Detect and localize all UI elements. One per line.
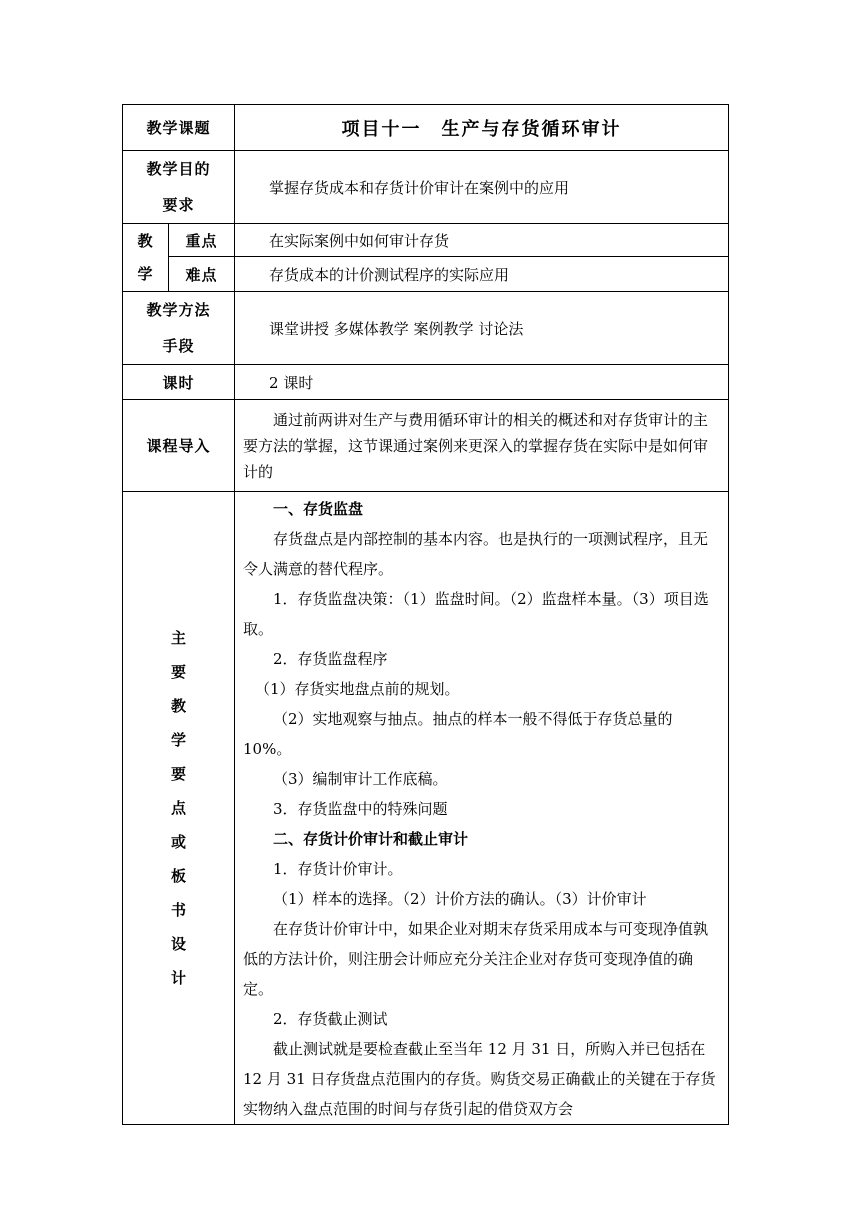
main-content-body [235, 492, 729, 1125]
teach-label-top: 教 [137, 231, 154, 250]
content-paragraph: 3．存货监盘中的特殊问题 [273, 800, 448, 818]
goal-label-line2: 要求 [162, 196, 195, 214]
hours-row [123, 365, 729, 400]
goal-row [123, 151, 729, 224]
course-row [123, 105, 729, 151]
method-row [123, 292, 729, 365]
main-label-char: 或 [171, 833, 187, 851]
content-paragraph: （1）存货实地盘点前的规划。 [255, 680, 460, 698]
key-point-row [123, 224, 729, 257]
hours-value: 2 课时 [235, 365, 729, 400]
key-point-value: 在实际案例中如何审计存货 [235, 224, 729, 257]
content-paragraph: 2．存货截止测试 [273, 1010, 388, 1028]
main-content-label [123, 492, 235, 1125]
main-label-char: 学 [171, 731, 187, 749]
content-paragraph: 在存货计价审计中，如果企业对期末存货采用成本与可变现净值孰低的方法计价，则注册会计师应充分关注企业对存货可变现净值的确定。 [243, 920, 709, 998]
course-title: 项目十一 生产与存货循环审计 [235, 105, 729, 151]
method-label-line2: 手段 [162, 337, 195, 355]
goal-value: 掌握存货成本和存货计价审计在案例中的应用 [235, 151, 729, 224]
difficulty-row [123, 257, 729, 292]
method-label [123, 292, 235, 365]
section-heading: 一、存货监盘 [273, 500, 364, 518]
hours-label: 课时 [123, 365, 235, 400]
intro-value: 通过前两讲对生产与费用循环审计的相关的概述和对存货审计的主要方法的掌握，这节课通过案例来更深入的掌握存货在实际中是如何审计的 [235, 400, 729, 492]
goal-label-line1: 教学目的 [146, 160, 211, 178]
content-paragraph: 存货盘点是内部控制的基本内容。也是执行的一项测试程序，且无令人满意的替代程序。 [243, 530, 709, 578]
method-value: 课堂讲授 多媒体教学 案例教学 讨论法 [235, 292, 729, 365]
main-label-char: 教 [171, 697, 187, 715]
goal-label [123, 151, 235, 224]
main-label-char: 设 [171, 935, 187, 953]
main-label-char: 书 [171, 901, 187, 919]
content-paragraph: （2）实地观察与抽点。抽点的样本一般不得低于存货总量的 10%。 [243, 710, 673, 758]
main-label-char: 板 [171, 867, 187, 885]
section-heading: 二、存货计价审计和截止审计 [273, 830, 469, 848]
content-paragraph: 2．存货监盘程序 [273, 650, 388, 668]
content-paragraph: （1）样本的选择。（2）计价方法的确认。（3）计价审计 [273, 890, 647, 908]
content-paragraph: 1．存货监盘决策：（1）监盘时间。（2）监盘样本量。（3）项目选取。 [243, 590, 709, 638]
intro-label: 课程导入 [123, 400, 235, 492]
content-paragraph: （3）编制审计工作底稿。 [273, 770, 448, 788]
main-label-char: 点 [171, 799, 187, 817]
course-label: 教学课题 [123, 105, 235, 151]
main-label-char: 计 [171, 969, 187, 987]
difficulty-label: 难点 [169, 257, 235, 292]
key-point-label: 重点 [169, 224, 235, 257]
main-label-char: 主 [171, 629, 187, 647]
intro-row [123, 400, 729, 492]
lesson-plan-table [122, 104, 729, 1125]
content-paragraph: 截止测试就是要检查截止至当年 12 月 31 日，所购入并已包括在 12 月 31 日存货盘点范围内的存货。购货交易正确截止的关键在于存货实物纳入盘点范围的时间与存货引起的借贷双方会 [243, 1040, 716, 1118]
method-label-line1: 教学方法 [146, 301, 211, 319]
main-content-row [123, 492, 729, 1125]
main-label-char: 要 [171, 765, 187, 783]
content-paragraph: 1．存货计价审计。 [273, 860, 403, 878]
main-label-char: 要 [171, 663, 187, 681]
teach-vertical-label [123, 224, 169, 292]
difficulty-value: 存货成本的计价测试程序的实际应用 [235, 257, 729, 292]
teach-label-bottom: 学 [137, 264, 154, 283]
